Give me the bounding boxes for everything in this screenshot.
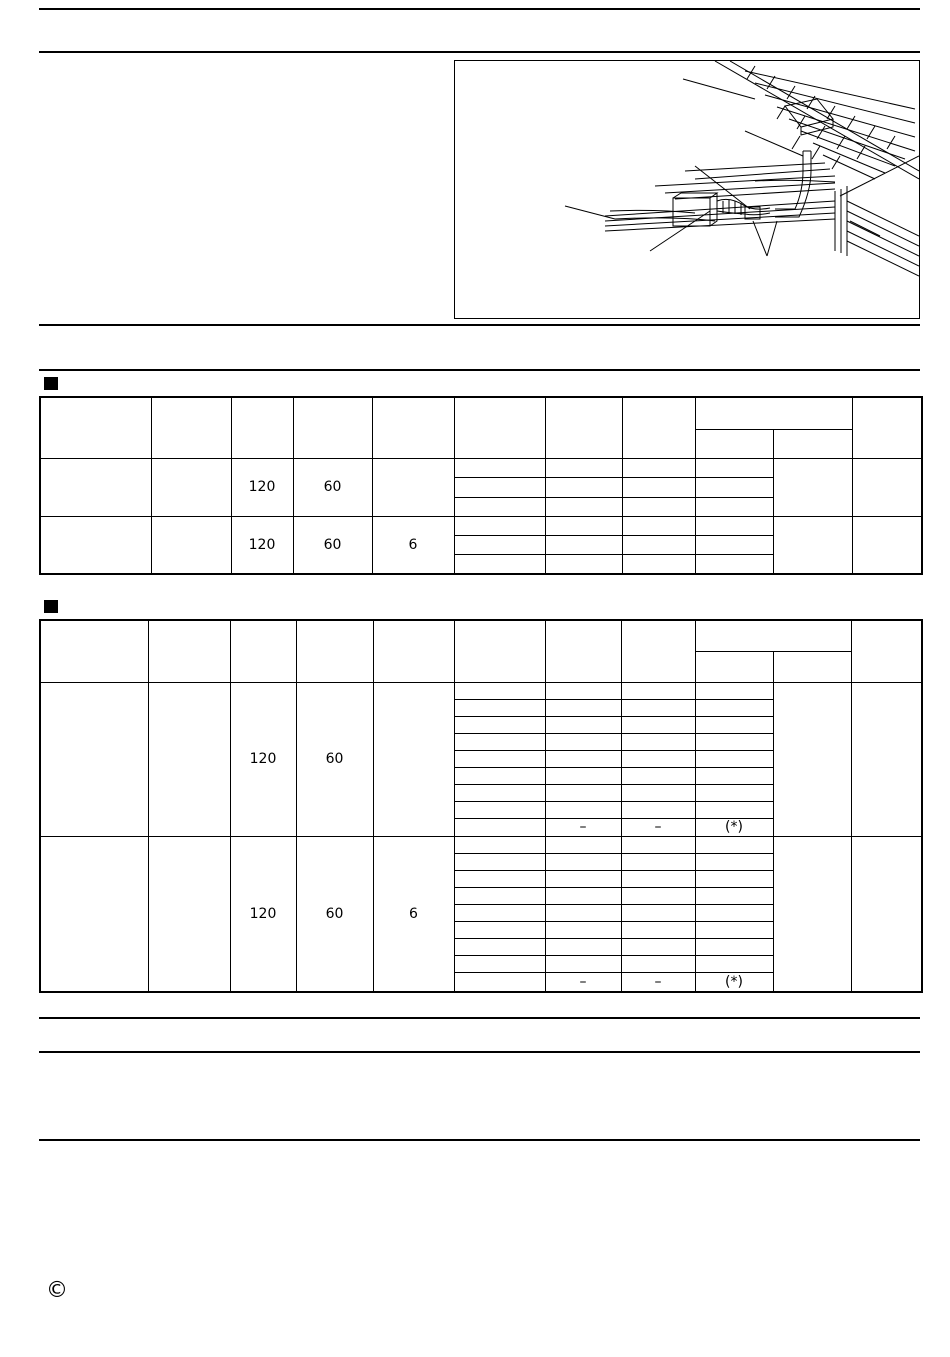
section-rule bbox=[39, 369, 920, 371]
cell-120: 120 bbox=[230, 836, 296, 992]
spec-table-2 bbox=[39, 619, 923, 993]
table-row bbox=[40, 836, 922, 853]
dash-cell: – bbox=[545, 973, 621, 992]
section-rule bbox=[39, 1051, 920, 1053]
note-cell: (*) bbox=[695, 818, 773, 836]
note-cell: (*) bbox=[695, 973, 773, 992]
section-square-icon bbox=[44, 600, 58, 613]
section-rule bbox=[39, 1017, 920, 1019]
cell-120: 120 bbox=[231, 459, 293, 517]
cell-60: 60 bbox=[296, 836, 373, 992]
installation-illustration bbox=[454, 60, 920, 319]
cell-120: 120 bbox=[230, 682, 296, 836]
cell-6: 6 bbox=[373, 836, 454, 992]
table-row bbox=[40, 459, 922, 478]
cell-6: 6 bbox=[372, 516, 454, 574]
table-row bbox=[40, 516, 922, 535]
section-rule bbox=[39, 324, 920, 326]
cell-60: 60 bbox=[296, 682, 373, 836]
table-header-row bbox=[40, 620, 922, 651]
section-rule bbox=[39, 51, 920, 53]
roof-duct-installation-illustration bbox=[455, 61, 919, 318]
cell-60: 60 bbox=[293, 459, 372, 517]
top-rule bbox=[39, 8, 920, 10]
table-header-row bbox=[40, 397, 922, 429]
dash-cell: – bbox=[621, 818, 695, 836]
dash-cell: – bbox=[545, 818, 621, 836]
cell-120: 120 bbox=[231, 516, 293, 574]
spec-table-1 bbox=[39, 396, 923, 575]
table-row bbox=[40, 682, 922, 699]
cell-6 bbox=[373, 682, 454, 836]
cell-6 bbox=[372, 459, 454, 517]
section-square-icon bbox=[44, 377, 58, 390]
cell-60: 60 bbox=[293, 516, 372, 574]
dash-cell: – bbox=[621, 973, 695, 992]
copyright-symbol: © bbox=[46, 1278, 68, 1303]
section-rule bbox=[39, 1139, 920, 1141]
